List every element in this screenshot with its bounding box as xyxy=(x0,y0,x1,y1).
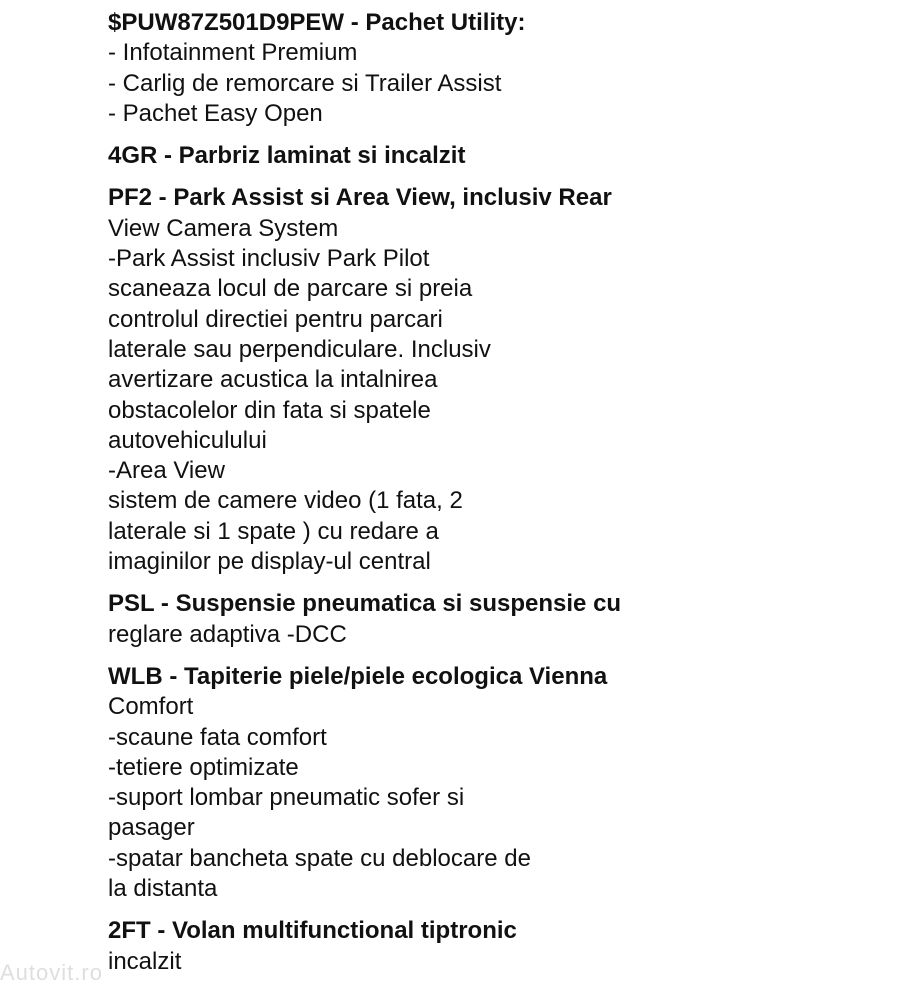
section-line: -tetiere optimizate xyxy=(108,753,299,781)
watermark-logo: Autovit.ro xyxy=(0,960,103,985)
section-line: autovehiculului xyxy=(108,426,267,454)
section-line: laterale si 1 spate ) cu redare a xyxy=(108,517,439,545)
section-line: Comfort xyxy=(108,693,194,721)
section-line: imaginilor pe display-ul central xyxy=(108,548,431,576)
section-title: 2FT - Volan multifunctional tiptronic xyxy=(108,917,517,945)
section-line: -suport lombar pneumatic sofer si xyxy=(108,784,465,812)
section-line: -Area View xyxy=(108,457,225,485)
section-line: laterale sau perpendiculare. Inclusiv xyxy=(108,335,491,363)
section-park-assist xyxy=(108,183,878,577)
section-line: - Carlig de remorcare si Trailer Assist xyxy=(108,69,502,97)
section-line: View Camera System xyxy=(108,214,339,242)
section-parbriz xyxy=(108,141,878,171)
section-volan xyxy=(108,916,878,977)
section-line: avertizare acustica la intalnirea xyxy=(108,366,438,394)
section-title: PSL - Suspensie pneumatica si suspensie cu xyxy=(108,590,622,618)
section-title: 4GR - Parbriz laminat si incalzit xyxy=(108,142,466,170)
section-line: la distanta xyxy=(108,875,218,903)
section-line: controlul directiei pentru parcari xyxy=(108,305,443,333)
section-line: pasager xyxy=(108,814,195,842)
section-line: -scaune fata comfort xyxy=(108,723,327,751)
section-line: incalzit xyxy=(108,947,182,975)
section-line: scaneaza locul de parcare si preia xyxy=(108,275,473,303)
section-line: reglare adaptiva -DCC xyxy=(108,620,347,648)
section-line: - Pachet Easy Open xyxy=(108,99,323,127)
section-line: obstacolelor din fata si spatele xyxy=(108,396,431,424)
section-pachet-utility xyxy=(108,8,878,129)
section-title: WLB - Tapiterie piele/piele ecologica Vienna xyxy=(108,662,608,690)
section-line: -Park Assist inclusiv Park Pilot xyxy=(108,245,430,273)
section-tapiterie xyxy=(108,662,878,904)
section-title: $PUW87Z501D9PEW - Pachet Utility: xyxy=(108,9,526,36)
section-line: sistem de camere video (1 fata, 2 xyxy=(108,487,463,515)
equipment-list xyxy=(108,8,878,989)
section-line: - Infotainment Premium xyxy=(108,39,358,67)
section-title: PF2 - Park Assist si Area View, inclusiv Rear xyxy=(108,184,612,212)
section-suspensie xyxy=(108,589,878,650)
section-line: -spatar bancheta spate cu deblocare de xyxy=(108,844,531,872)
